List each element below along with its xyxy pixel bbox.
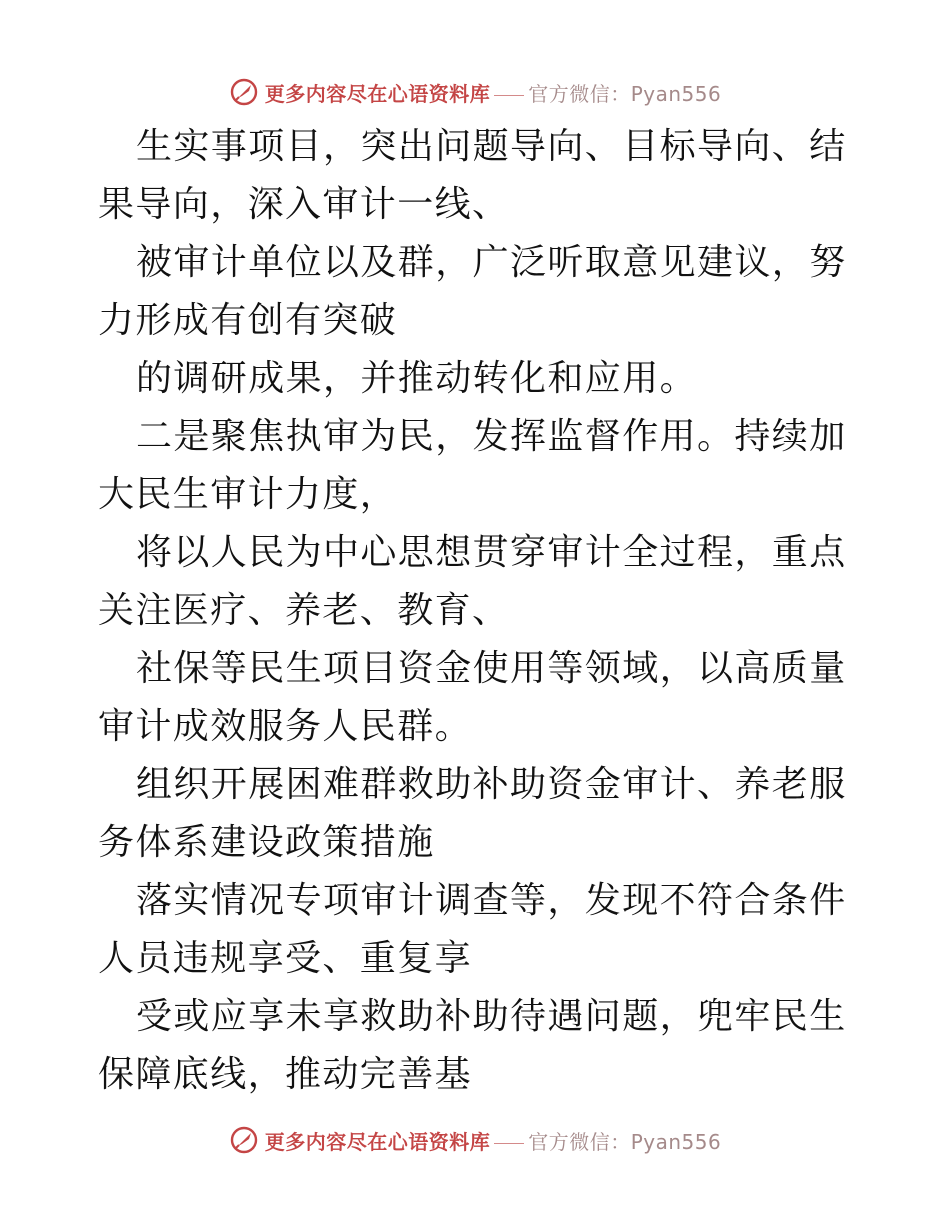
footer-watermark-text	[265, 1126, 722, 1155]
paragraph: 落实情况专项审计调查等，发现不符合条件人员违规享受、重复享	[98, 880, 847, 979]
paragraph: 被审计单位以及群，广泛听取意见建议，努力形成有创有突破	[98, 242, 847, 341]
quill-logo-icon	[229, 77, 259, 107]
paragraph: 生实事项目，突出问题导向、目标导向、结果导向，深入审计一线、	[98, 126, 847, 225]
footer-watermark	[0, 1120, 950, 1160]
document-body	[98, 118, 858, 1104]
header-watermark	[0, 72, 950, 112]
header-watermark-sub: 官方微信：Pyan556	[528, 81, 722, 106]
paragraph: 二是聚焦执审为民，发挥监督作用。持续加大民生审计力度，	[98, 416, 847, 515]
paragraph: 受或应享未享救助补助待遇问题，兜牢民生保障底线，推动完善基	[98, 996, 847, 1095]
header-watermark-text	[265, 78, 722, 107]
paragraph: 组织开展困难群救助补助资金审计、养老服务体系建设政策措施	[98, 764, 847, 863]
header-watermark-dash	[494, 95, 524, 96]
footer-watermark-dash	[494, 1143, 524, 1144]
paragraph: 社保等民生项目资金使用等领域，以高质量审计成效服务人民群。	[98, 648, 847, 747]
quill-logo-icon	[229, 1125, 259, 1155]
footer-watermark-main: 更多内容尽在心语资料库	[264, 1129, 491, 1154]
paragraph: 将以人民为中心思想贯穿审计全过程，重点关注医疗、养老、教育、	[98, 532, 847, 631]
footer-watermark-sub: 官方微信：Pyan556	[528, 1129, 722, 1154]
paragraph: 的调研成果，并推动转化和应用。	[136, 358, 698, 399]
header-watermark-main: 更多内容尽在心语资料库	[264, 81, 491, 106]
